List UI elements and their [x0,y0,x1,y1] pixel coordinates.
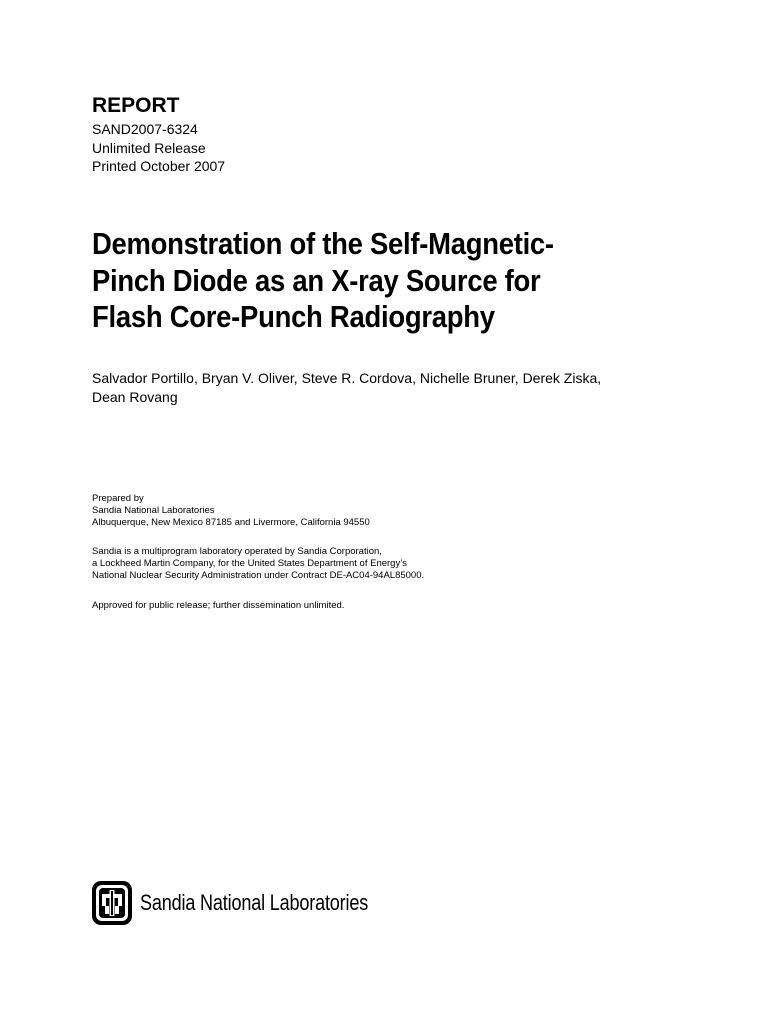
title-line: Flash Core-Punch Radiography [92,300,495,334]
title-line: Demonstration of the Self-Magnetic- [92,227,554,261]
author-list [92,369,601,406]
report-release: Unlimited Release [92,139,206,156]
document-title [92,226,650,336]
report-meta [92,120,225,176]
prepared-by-line: Albuquerque, New Mexico 87185 and Livermore, California 94550 [92,517,370,528]
title-line: Pinch Diode as an X-ray Source for [92,263,541,298]
report-label: REPORT [92,94,180,117]
release-statement: Approved for public release; further dissemination unlimited. [92,600,345,611]
operator-line: a Lockheed Martin Company, for the United States Department of Energy’s [92,558,407,569]
author-line: Salvador Portillo, Bryan V. Oliver, Steve R. Cordova, Nichelle Bruner, Derek Ziska, [92,370,602,386]
prepared-by-line: Sandia National Laboratories [92,505,215,516]
sandia-thunderbird-icon [92,881,132,925]
operator-line: Sandia is a multiprogram laboratory operated by Sandia Corporation, [92,546,382,557]
report-number: SAND2007-6324 [92,121,198,137]
operator-statement [92,546,424,582]
sandia-logo [92,880,418,926]
report-printed-date: Printed October 2007 [92,158,226,174]
prepared-by-line: Prepared by [92,493,144,504]
prepared-by-block [92,493,370,529]
operator-line: National Nuclear Security Administration under Contract DE-AC04-94AL85000. [92,570,425,581]
author-line: Dean Rovang [92,388,178,405]
logo-wordmark: Sandia National Laboratories [140,890,369,915]
